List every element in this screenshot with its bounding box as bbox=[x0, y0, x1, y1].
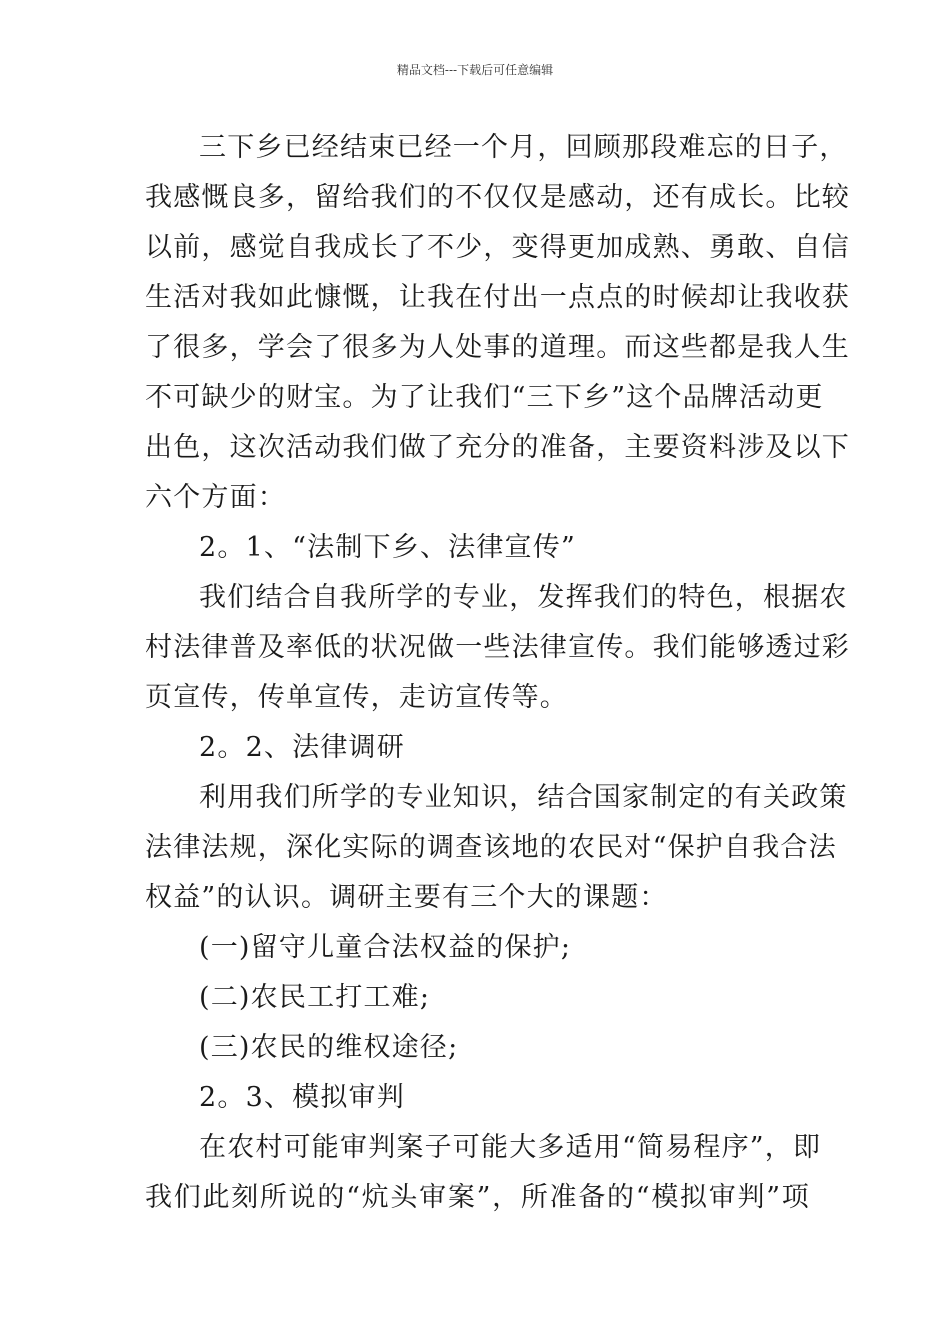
paragraph-law-research bbox=[145, 773, 848, 923]
section-heading-2-3 bbox=[145, 1073, 810, 1123]
text-line: (三)农民的维权途径; bbox=[199, 1032, 459, 1063]
text-line: 我们此刻所说的“炕头审案”，所准备的“模拟审判”项 bbox=[145, 1182, 810, 1213]
paragraph-law-publicity bbox=[145, 573, 850, 723]
text-line: 出色，这次活动我们做了充分的准备，主要资料涉及以下 bbox=[145, 432, 850, 463]
text-line: 2。1、“法制下乡、法律宣传” bbox=[199, 532, 576, 563]
text-line: 2。3、模拟审判 bbox=[199, 1082, 405, 1113]
list-item-topic-3 bbox=[145, 1023, 810, 1073]
text-line: (二)农民工打工难; bbox=[199, 982, 431, 1013]
text-line: 利用我们所学的专业知识，结合国家制定的有关政策 bbox=[199, 782, 848, 813]
text-line: 我感慨良多，留给我们的不仅仅是感动，还有成长。比较 bbox=[145, 182, 850, 213]
text-line: 三下乡已经结束已经一个月，回顾那段难忘的日子， bbox=[199, 132, 848, 163]
text-line: 村法律普及率低的状况做一些法律宣传。我们能够透过彩 bbox=[145, 632, 850, 663]
paragraph-intro bbox=[145, 123, 850, 523]
text-line: 页宣传，传单宣传，走访宣传等。 bbox=[145, 682, 568, 713]
text-line: 在农村可能审判案子可能大多适用“简易程序”，即 bbox=[199, 1132, 822, 1163]
text-line: 2。2、法律调研 bbox=[199, 732, 405, 763]
text-line: 以前，感觉自我成长了不少，变得更加成熟、勇敢、自信 bbox=[145, 232, 850, 263]
text-line: (一)留守儿童合法权益的保护; bbox=[199, 932, 572, 963]
text-line: 法律法规，深化实际的调查该地的农民对“保护自我合法 bbox=[145, 832, 837, 863]
section-heading-2-1 bbox=[145, 523, 810, 573]
list-item-topic-2 bbox=[145, 973, 810, 1023]
text-line: 了很多，学会了很多为人处事的道理。而这些都是我人生 bbox=[145, 332, 850, 363]
text-line: 六个方面： bbox=[145, 482, 286, 513]
page-header: 精品文档---下载后可任意编辑 bbox=[396, 63, 554, 77]
section-heading-2-2 bbox=[145, 723, 810, 773]
text-line: 权益”的认识。调研主要有三个大的课题： bbox=[145, 882, 668, 913]
text-line: 我们结合自我所学的专业，发挥我们的特色，根据农 bbox=[199, 582, 848, 613]
document-body bbox=[145, 123, 850, 1223]
paragraph-mock-trial bbox=[145, 1123, 822, 1223]
list-item-topic-1 bbox=[145, 923, 810, 973]
text-line: 不可缺少的财宝。为了让我们“三下乡”这个品牌活动更 bbox=[145, 382, 824, 413]
text-line: 生活对我如此慷慨，让我在付出一点点的时候却让我收获 bbox=[145, 282, 850, 313]
